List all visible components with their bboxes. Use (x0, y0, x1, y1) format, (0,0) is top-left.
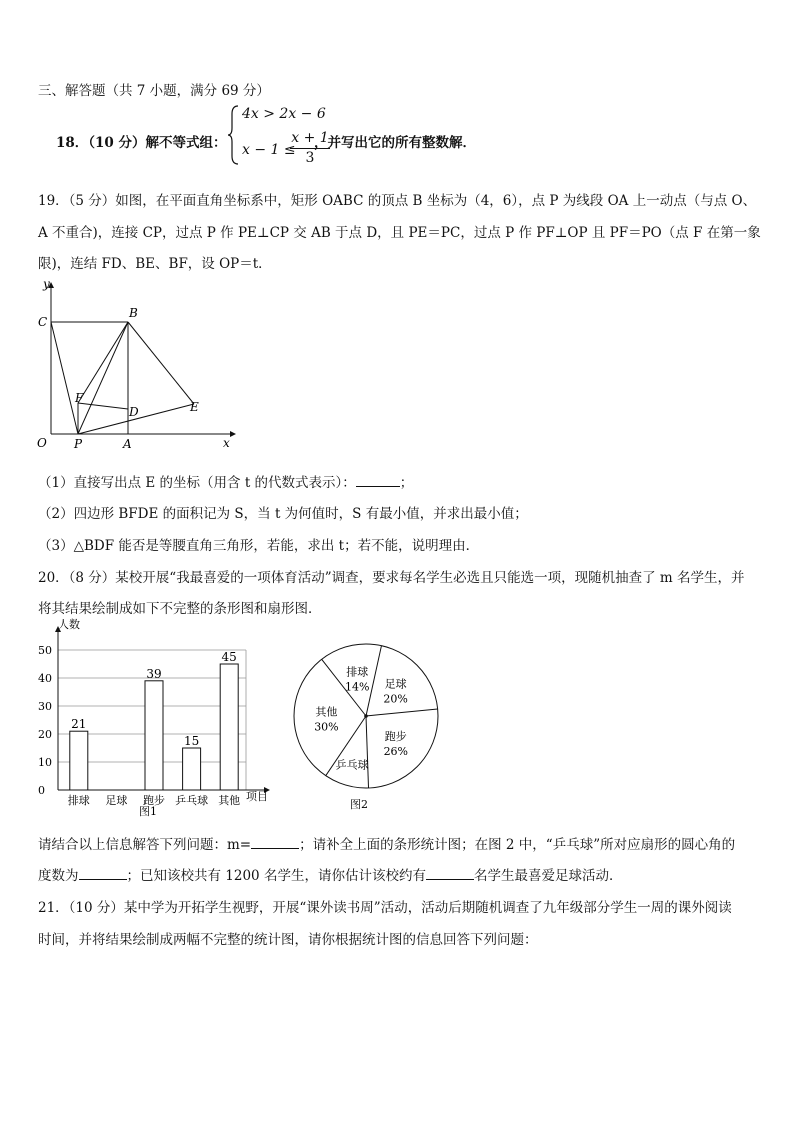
bar-x-label: 项目 (246, 790, 268, 803)
pie-slice-label: 跑步 (384, 730, 407, 744)
label-d: D (129, 405, 139, 419)
bar-chart (28, 612, 278, 822)
bar-category-label: 跑步 (143, 794, 165, 807)
q19-figure (30, 278, 240, 450)
brace-icon (228, 104, 240, 166)
q20-line2: 将其结果绘制成如下不完整的条形图和扇形图． (38, 601, 322, 617)
label-p: P (74, 437, 83, 450)
q20-after2-c: 名学生最喜爱足球活动． (473, 868, 623, 884)
segment-cp (51, 322, 78, 434)
q18-suffix: ，并写出它的所有整数解． (314, 135, 476, 151)
pie-slice-label: 足球 (384, 677, 407, 691)
pie-center (364, 714, 368, 718)
q19-line1: 19．（5 分）如图，在平面直角坐标系中，矩形 OABC 的顶点 B 坐标为（4，6），点 P 为线段 OA 上一动点（与点 O、 (38, 193, 757, 209)
pie-slice-percent: 26% (383, 745, 409, 759)
label-x: x (223, 436, 230, 450)
q19-line2: A 不重合)，连接 CP，过点 P 作 PE⊥CP 交 AB 于点 D，且 PE＝PC，过点 P 作 PF⊥OP 且 PF＝PO（点 F 在第一象 (38, 225, 761, 241)
pie-slice-label: 乒乓球 (335, 758, 369, 772)
label-c: C (38, 315, 48, 329)
q20-after2-b: ；已知该校共有 1200 名学生，请你估计该校约有 (126, 868, 426, 884)
bar-y-tick-label: 10 (38, 756, 52, 769)
q18-ineq1: 4x > 2x − 6 (242, 106, 326, 122)
q20-after-line2 (38, 864, 622, 884)
q20-after-line1 (38, 833, 735, 853)
bar (220, 664, 238, 790)
label-y: y (43, 278, 50, 291)
q20-line1: 20．（8 分）某校开展“我最喜爱的一项体育活动”调查，要求每名学生必选且只能选一项，现随机抽查了 m 名学生，并 (38, 570, 745, 586)
segment-fd (78, 403, 128, 409)
q19-sub1-text: （1）直接写出点 E 的坐标（用含 t 的代数式表示）： (38, 475, 356, 491)
segment-bp (78, 322, 128, 434)
segment-be (128, 322, 194, 404)
q19-line3: 限)，连结 FD、BE、BF，设 OP＝t． (38, 256, 272, 272)
bar-y-label: 人数 (58, 618, 80, 631)
pie-chart-title: 图2 (350, 798, 368, 811)
pie-slice-label: 其他 (315, 705, 338, 719)
bar (183, 748, 201, 790)
bar-data-label: 45 (221, 650, 237, 664)
q20-after1-b: ；请补全上面的条形统计图；在图 2 中，“乒乓球”所对应扇形的圆心角的 (299, 837, 736, 853)
q19-sub2: （2）四边形 BFDE 的面积记为 S，当 t 为何值时，S 有最小值，并求出最小值； (38, 506, 528, 522)
q18-ineq2-numerator: x + 1 (291, 130, 329, 146)
bar-data-label: 15 (183, 734, 200, 748)
answer-blank[interactable] (79, 867, 127, 880)
bar-chart-title: 图1 (139, 805, 157, 818)
bar-y-tick-label: 50 (38, 644, 52, 657)
answer-blank[interactable] (426, 867, 474, 880)
pie-slice-label: 排球 (346, 665, 369, 679)
pie-slice-percent: 14% (345, 680, 370, 694)
bar-category-label: 乒乓球 (175, 794, 209, 807)
bar-y-tick-label: 0 (38, 784, 45, 797)
x-arrow-icon (230, 431, 236, 437)
bar (145, 681, 163, 790)
q19-sub1 (38, 471, 413, 491)
bar-y-tick-label: 40 (38, 672, 52, 685)
bar-category-label: 其他 (218, 794, 241, 807)
q18-prefix: 18．（10 分）解不等式组： (56, 135, 227, 151)
answer-blank[interactable] (356, 474, 400, 487)
q19-sub3: （3）△BDF 能否是等腰直角三角形，若能，求出 t；若不能，说明理由． (38, 538, 480, 554)
bar-y-tick-label: 20 (38, 728, 52, 741)
q20-after2-a: 度数为 (38, 868, 79, 884)
q21-line2: 时间，并将结果绘制成两幅不完整的统计图，请你根据统计图的信息回答下列问题： (38, 932, 538, 948)
bar-y-tick-label: 30 (38, 700, 52, 713)
pie-slice-percent: 20% (383, 692, 408, 706)
label-f: F (75, 391, 84, 405)
label-b: B (129, 306, 138, 320)
q20-after1-a: 请结合以上信息解答下列问题：m= (38, 837, 252, 853)
q18-ineq2-left: x − 1 ≤ (242, 142, 296, 158)
label-e: E (190, 400, 199, 414)
q21-line1: 21．（10 分）某中学为开拓学生视野，开展“课外读书周”活动，活动后期随机调查了九年级部分学生一周的课外阅读 (38, 900, 732, 916)
segment-bf (78, 322, 128, 403)
answer-blank[interactable] (251, 836, 299, 849)
pie-chart (288, 642, 444, 812)
bar-data-label: 39 (146, 666, 162, 681)
label-a: A (123, 437, 132, 450)
label-o: O (37, 436, 47, 450)
bar-data-label: 21 (71, 717, 87, 732)
bar (70, 731, 88, 790)
section-heading: 三、解答题（共 7 小题，满分 69 分） (38, 83, 270, 99)
bar-category-label: 足球 (105, 794, 128, 807)
bar-category-label: 排球 (67, 794, 90, 807)
q18-ineq2-denominator: 3 (305, 150, 315, 166)
q19-sub1-end: ； (399, 475, 414, 491)
pie-slice-percent: 30% (314, 720, 339, 734)
